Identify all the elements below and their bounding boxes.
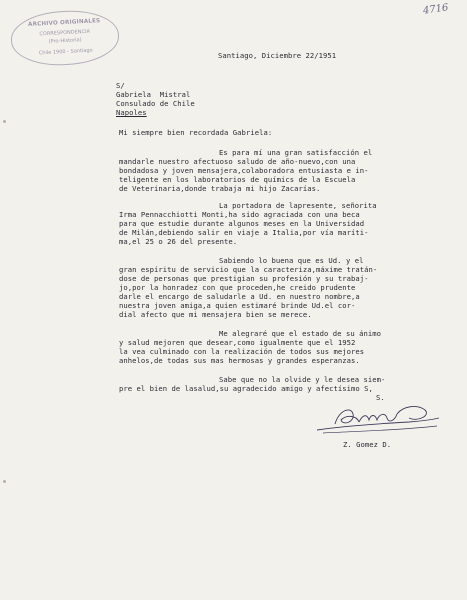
stamp-line: Chile 1900 - Santiago [38, 47, 93, 57]
body-line: nuestra joven amiga,a quien estimaré brinde Ud.el cor- [119, 301, 356, 310]
body-line: S. [376, 393, 385, 402]
recipient-line: S/ [116, 81, 125, 90]
signature-name: Z. Gomez D. [343, 440, 392, 449]
body-line: Me alegraré que el estado de su ánimo [219, 329, 381, 338]
recipient-line: Napoles [116, 108, 147, 117]
recipient-line: Consulado de Chile [116, 99, 195, 108]
body-line: jo,por la honradez con que proceden,he creido prudente [119, 283, 356, 292]
archive-stamp [10, 8, 121, 68]
recipient-line: Gabriela Mistral [116, 90, 191, 99]
punch-hole [3, 120, 6, 123]
body-line: de Veterinaria,donde trabaja mi hijo Zacarías. [119, 184, 321, 193]
letter-date: Santiago, Diciembre 22/1951 [218, 51, 337, 60]
stamp-line: ARCHIVO ORIGINALES [27, 18, 101, 28]
body-line: ma,el 25 o 26 del presente. [119, 237, 238, 246]
body-line: anhelos,de todas sus mas hermosas y grandes esperanzas. [119, 356, 360, 365]
archive-number: 4716 [422, 2, 450, 17]
salutation: Mi siempre bien recordada Gabriela: [119, 128, 273, 137]
handwritten-signature [313, 400, 443, 436]
body-line: La portadora de lapresente, señorita [219, 201, 377, 210]
body-line: Sabe que no la olvide y le desea siem- [219, 375, 386, 384]
body-line: Irma Pennacchiotti Monti,ha sido agraciada con una beca [119, 210, 360, 219]
body-line: gran espíritu de servicio que la caracteriza,máxime tratán- [119, 265, 378, 274]
body-line: dial afecto que mi mensajera bien se merece. [119, 310, 312, 319]
body-line: bondadosa y joven mensajera,colaboradora entusiasta e in- [119, 166, 369, 175]
body-line: pre el bien de lasalud,su agradecido amigo y afectísimo S, [119, 384, 373, 393]
body-line: darle el encargo de saludarle a Ud. en nuestro nombre,a [119, 292, 360, 301]
body-line: mandarle nuestro afectuoso saludo de año-nuevo,con una [119, 157, 356, 166]
body-line: dose de personas que prestigian su profesión y su trabaj- [119, 274, 369, 283]
body-line: de Milán,debiendo salir en viaje a Italia,por vía maríti- [119, 228, 369, 237]
punch-hole [3, 480, 6, 483]
body-line: y salud mejoren que desear,como igualmente que el 1952 [119, 338, 356, 347]
body-line: Es para mí una gran satisfacción el [219, 148, 373, 157]
body-line: para que estudie durante algunos meses en la Universidad [119, 219, 365, 228]
stamp-line: (Pro-Historia) [48, 37, 82, 45]
stamp-line: CORRESPONDENCIA [39, 28, 91, 38]
body-line: la vea culminado con la realización de todos sus mejores [119, 347, 365, 356]
body-line: teligente en los laboratorios de químics de la Escuela [119, 175, 356, 184]
body-line: Sabiendo lo buena que es Ud. y el [219, 256, 364, 265]
